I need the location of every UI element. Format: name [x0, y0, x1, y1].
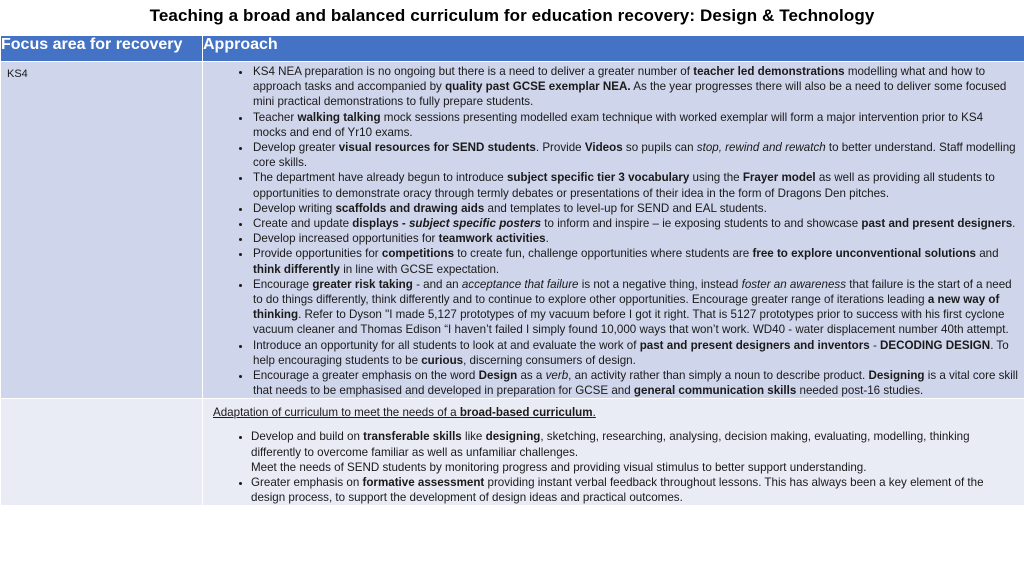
list-item-text: Develop greater: [253, 141, 339, 155]
list-item-text: Designing: [868, 369, 925, 383]
list-item-text: . Refer to Dyson "I made 5,127 prototypes of my vacuum before I got it right. That is 5127 prototypes prior to success with his first cyclone vacuum cleaner and Thomas Edison “I haven’t failed I simply found 10,000 ways that won’t work. WD40 - water displacement number 40th attempt.: [253, 308, 1009, 337]
list-item-text: past and present designers: [861, 217, 1013, 231]
list-item-text: .: [545, 232, 549, 246]
approach-cell: [203, 62, 1024, 399]
list-item: [251, 338, 1018, 368]
list-item-text: needed post-16 studies.: [796, 384, 924, 398]
list-item-text: to inform and inspire – ie exposing students to and showcase: [541, 217, 862, 231]
list-item-text: visual resources for SEND students: [338, 141, 536, 155]
list-item-text: Introduce an opportunity for all students to look at and evaluate the work of: [253, 338, 640, 352]
list-item: [251, 110, 1018, 140]
list-item-text: curious: [421, 353, 464, 367]
list-item-text: Provide opportunities for: [253, 247, 382, 261]
list-item: [251, 140, 1018, 170]
list-item-text: using the: [689, 171, 743, 185]
focus-area-cell: KS4: [1, 62, 203, 399]
list-item-text: stop, rewind and rewatch: [696, 141, 826, 155]
list-item-text: , an activity rather than simply a noun to describe product.: [568, 369, 869, 383]
list-item-text: KS4 NEA preparation is no ongoing but there is a need to deliver a greater number of: [253, 65, 694, 78]
list-item-text: . To help encouraging students to be: [253, 338, 1009, 367]
list-item-text: , discerning consumers of design.: [463, 353, 636, 367]
table-row: [1, 62, 1024, 399]
list-item-text: is not a negative thing, instead: [578, 277, 742, 291]
list-item-text: as a: [517, 369, 546, 383]
list-item-text: past and present designers and inventors: [639, 338, 870, 352]
adaptation-heading-emphasis: broad-based curriculum: [459, 406, 593, 420]
list-item-text: mock sessions presenting modelled exam technique with worked exemplar will form a major intervention prior to KS4 mocks and end of Yr10 exams.: [253, 110, 984, 139]
list-item-text: Greater emphasis on: [251, 476, 363, 490]
list-item-text: displays -: [352, 217, 409, 231]
list-item-text: competitions: [381, 247, 455, 261]
adaptation-heading-end: .: [592, 406, 596, 420]
list-item-text: scaffolds and drawing aids: [335, 201, 485, 215]
list-item-text: DECODING DESIGN: [880, 338, 991, 352]
list-item: [251, 201, 1018, 216]
list-item-text: as well as providing all students to opportunities to demonstrate oracy through termly debates or presentations of their idea in the form of Dragons Den pitches.: [253, 171, 995, 200]
list-item-text: in line with GCSE expectation.: [339, 262, 500, 276]
list-item-text: acceptance that failure: [461, 277, 579, 291]
list-item-text: subject specific tier 3 vocabulary: [506, 171, 690, 185]
list-item-subtext: Meet the needs of SEND students by monitoring progress and providing visual stimulus to better support understanding.: [251, 460, 867, 474]
list-item: [251, 429, 1018, 475]
list-item: [251, 475, 1018, 505]
list-item-text: teacher led demonstrations: [693, 65, 845, 78]
list-item-text: .: [1012, 217, 1016, 231]
list-item-text: a new way of thinking: [253, 293, 1000, 322]
list-item-text: modelling what and how to approach tasks and accompanied by: [253, 65, 986, 94]
page-title: Teaching a broad and balanced curriculum for education recovery: Design & Technology: [149, 6, 875, 25]
list-item: [251, 64, 1018, 110]
list-item-text: free to explore unconventional solutions: [752, 247, 976, 261]
list-item-text: transferable skills: [363, 430, 462, 444]
adaptation-heading-text: Adaptation of curriculum to meet the needs of a: [213, 406, 460, 420]
list-item-text: is a vital core skill that needs to be emphasised and developed in preparation for GCSE and: [253, 369, 1018, 398]
list-item-text: and: [975, 247, 999, 261]
list-item-text: Teacher: [253, 110, 298, 124]
adaptation-heading: [203, 401, 1018, 420]
list-item-text: think differently: [253, 262, 340, 276]
list-item-text: that failure is the start of a need to do things differently, think differently and to continue to explore other opportunities. Encourage greater range of iterations leading: [253, 277, 1012, 307]
list-item-text: general communication skills: [633, 384, 797, 398]
list-item-text: and templates to level-up for SEND and EAL students.: [484, 201, 767, 215]
approach-table: [0, 35, 1024, 506]
list-item-text: The department have already begun to introduce: [253, 171, 507, 185]
list-item-text: . Provide: [535, 141, 585, 155]
list-item-text: , sketching, researching, analysing, decision making, evaluating, modelling, thinking differently to overcome familiar as well as unfamiliar challenges.: [251, 430, 970, 459]
list-item: [251, 277, 1018, 338]
list-item-text: teamwork activities: [438, 232, 546, 246]
list-item-text: greater risk taking: [312, 277, 413, 291]
adaptation-list: [203, 429, 1018, 505]
list-item-text: Design: [478, 369, 518, 383]
list-item-text: quality past GCSE exemplar NEA.: [445, 80, 631, 94]
list-item: [251, 368, 1018, 398]
header-approach: Approach: [203, 36, 1024, 62]
list-item-text: -: [869, 338, 881, 352]
focus-area-cell: [1, 399, 203, 506]
header-focus-area: Focus area for recovery: [1, 36, 203, 62]
list-item-text: designing: [485, 430, 541, 444]
list-item-text: walking talking: [297, 110, 381, 124]
list-item-text: Videos: [584, 141, 623, 155]
list-item-text: Develop and build on: [251, 430, 364, 444]
list-item: [251, 216, 1018, 231]
list-item-text: like: [461, 430, 486, 444]
table-row: [1, 399, 1024, 506]
list-item-text: Frayer model: [742, 171, 816, 185]
list-item-text: foster an awareness: [741, 277, 846, 291]
table-header-row: [1, 36, 1024, 62]
list-item-text: Encourage a greater emphasis on the word: [253, 369, 479, 383]
list-item-text: to create fun, challenge opportunities where students are: [454, 247, 753, 261]
list-item-text: Develop increased opportunities for: [253, 232, 439, 246]
list-item: [251, 231, 1018, 246]
list-item-text: formative assessment: [362, 476, 485, 490]
approach-cell: [203, 399, 1024, 506]
list-item-text: Create and update: [253, 217, 353, 231]
list-item-text: providing instant verbal feedback throughout lessons. This has always been a key element of the design process, to support the development of design ideas and practical outcomes.: [251, 476, 984, 505]
list-item-text: so pupils can: [622, 141, 697, 155]
list-item-text: Encourage: [253, 277, 313, 291]
list-item-text: Develop writing: [253, 201, 336, 215]
approach-list: [203, 64, 1018, 398]
list-item-text: verb: [545, 369, 569, 383]
list-item-text: subject specific posters: [408, 217, 542, 231]
list-item: [251, 170, 1018, 200]
list-item-text: to better understand. Staff modelling core skills.: [253, 141, 1016, 170]
list-item-text: - and an: [412, 277, 462, 291]
list-item-text: As the year progresses there will also be a need to deliver some focused mini practical demonstrations to fully prepare students.: [253, 80, 1007, 109]
list-item: [251, 246, 1018, 276]
